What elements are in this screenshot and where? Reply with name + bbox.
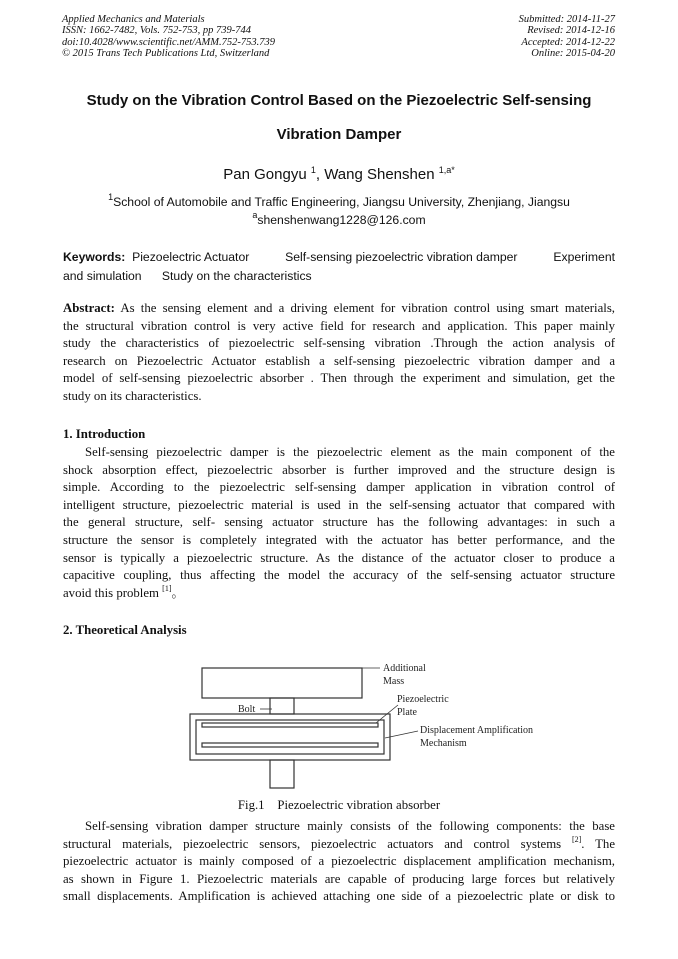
abstract-label: Abstract: — [63, 301, 115, 315]
authors — [40, 166, 638, 183]
abstract-line: model of self-sensing piezoelectric absorber . Then through the experiment and simulation, get the — [63, 371, 615, 386]
journal-name: Applied Mechanics and Materials — [62, 14, 205, 25]
body-line: Self-sensing vibration damper structure mainly consists of the following components: the base — [85, 819, 615, 833]
label-bolt: Bolt — [238, 704, 256, 715]
body-line: small displacements. Amplification is achieved attaching one side of a piezoelectric plate or disk to — [63, 889, 615, 904]
dates-info — [519, 14, 615, 59]
body-line-text: structural materials, piezoelectric sensors, piezoelectric actuators and control systems — [63, 836, 572, 851]
body-line: as shown in Figure 1. Piezoelectric materials are capable of producing large forces but relatively — [63, 871, 615, 886]
additional-mass-block — [202, 668, 362, 698]
author-1-affil: 1 — [310, 165, 316, 175]
abstract-line: study the characteristics of piezoelectric self-sensing vibration .Through the action analysis of — [63, 336, 615, 351]
label-mass: Mass — [383, 676, 405, 687]
section-heading-introduction: 1. Introduction — [63, 427, 146, 441]
journal-info — [62, 14, 275, 59]
paper-title-line2: Vibration Damper — [276, 126, 402, 143]
body-line: sensor is typically a piezoelectric structure. As the distance of the actuator closer to produce a — [63, 550, 615, 565]
figure-caption: Fig.1 Piezoelectric vibration absorber — [237, 798, 441, 812]
keyword-3a: Experiment — [553, 250, 615, 264]
affiliation-text: School of Automobile and Traffic Engineering, Jiangsu University, Zhenjiang, Jiangsu — [113, 195, 570, 209]
accepted-date: Accepted: 2014-12-22 — [521, 36, 615, 48]
piezo-plate-upper — [202, 723, 378, 727]
email: shenshenwang1228@126.com — [257, 213, 426, 227]
email-line — [40, 210, 638, 227]
amplification-mechanism-inner — [196, 720, 384, 754]
abstract-line: As the sensing element and a driving element for vibration control using smart materials, — [114, 301, 615, 315]
body-line: Self-sensing piezoelectric damper is the piezoelectric element as the main component of the — [85, 445, 615, 459]
online-date: Online: 2015-04-20 — [531, 47, 615, 59]
body-line: piezoelectric actuator is mainly composed of a piezoelectric displacement amplification mechanism, — [63, 854, 615, 869]
submitted-date: Submitted: 2014-11-27 — [518, 14, 615, 25]
body-line: intelligent structure, piezoelectric material is used in the self-sensing actuator that compared with — [63, 497, 615, 512]
paper-title-line1: Study on the Vibration Control Based on the Piezoelectric Self-sensing — [86, 92, 592, 109]
keyword-4: Study on the characteristics — [161, 268, 312, 283]
abstract — [63, 300, 615, 406]
body-line: structure the sensor is completely integrated with the actuator has better performance, and the — [63, 532, 615, 547]
label-additional: Additional — [383, 663, 426, 674]
affiliation — [40, 192, 638, 209]
introduction-paragraph — [63, 444, 615, 602]
section-heading-theoretical-analysis: 2. Theoretical Analysis — [63, 623, 187, 637]
issn-line: ISSN: 1662-7482, Vols. 752-753, pp 739-744 — [62, 25, 251, 37]
body-line-text: avoid this problem — [63, 585, 163, 600]
keywords — [63, 248, 615, 285]
piezo-plate-lower — [202, 743, 378, 747]
author-separator: , — [315, 166, 325, 183]
author-2: Wang Shenshen — [324, 166, 439, 183]
amplification-mechanism-frame — [190, 714, 390, 760]
email-marker: a — [252, 210, 258, 220]
body-line: capacitive coupling, thus affecting the model the accuracy of the self-sensing actuator structure — [63, 568, 615, 583]
bolt-lower — [270, 760, 294, 788]
label-piezoelectric: Piezoelectric — [397, 694, 449, 705]
abstract-line: the structural vibration control is very active field for research and application. This paper mainly — [63, 318, 615, 333]
author-2-affil: 1,a* — [438, 165, 455, 175]
keyword-2: Self-sensing piezoelectric vibration damper — [285, 250, 518, 264]
figure-piezoelectric-absorber — [180, 658, 540, 794]
citation-2: [2] — [571, 834, 582, 844]
keywords-label: Keywords: — [63, 250, 126, 264]
author-1: Pan Gongyu — [223, 166, 311, 183]
bolt-upper — [270, 698, 294, 714]
keyword-3b: and simulation — [63, 268, 142, 283]
body-line-end: 。 — [171, 585, 185, 600]
affiliation-number: 1 — [108, 192, 114, 202]
theory-paragraph — [63, 818, 615, 906]
label-plate: Plate — [397, 707, 417, 718]
citation-1: [1] — [162, 583, 172, 593]
body-line-end: . The — [581, 836, 615, 851]
body-line — [63, 585, 615, 603]
abstract-line: research on Piezoelectric Actuator establish a self-sensing piezoelectric vibration damper and a — [63, 353, 615, 368]
label-displacement-amplification: Displacement Amplification — [420, 725, 534, 736]
body-line — [63, 836, 615, 854]
abstract-line: study on its characteristics. — [63, 388, 202, 403]
revised-date: Revised: 2014-12-16 — [527, 25, 615, 37]
doi-line: doi:10.4028/www.scientific.net/AMM.752-753.739 — [62, 36, 275, 48]
body-line: shock absorption effect, piezoelectric absorber is further improved and the structure design is — [63, 462, 615, 477]
keyword-1: Piezoelectric Actuator — [132, 250, 250, 264]
body-line: the general structure, self- sensing actuator structure has the following advantages: in such a — [63, 515, 615, 530]
label-mechanism: Mechanism — [420, 738, 467, 749]
copyright-line: © 2015 Trans Tech Publications Ltd, Switzerland — [62, 47, 270, 59]
body-line: simple. According to the piezoelectric self-sensing damper application in vibration control of — [63, 480, 615, 495]
